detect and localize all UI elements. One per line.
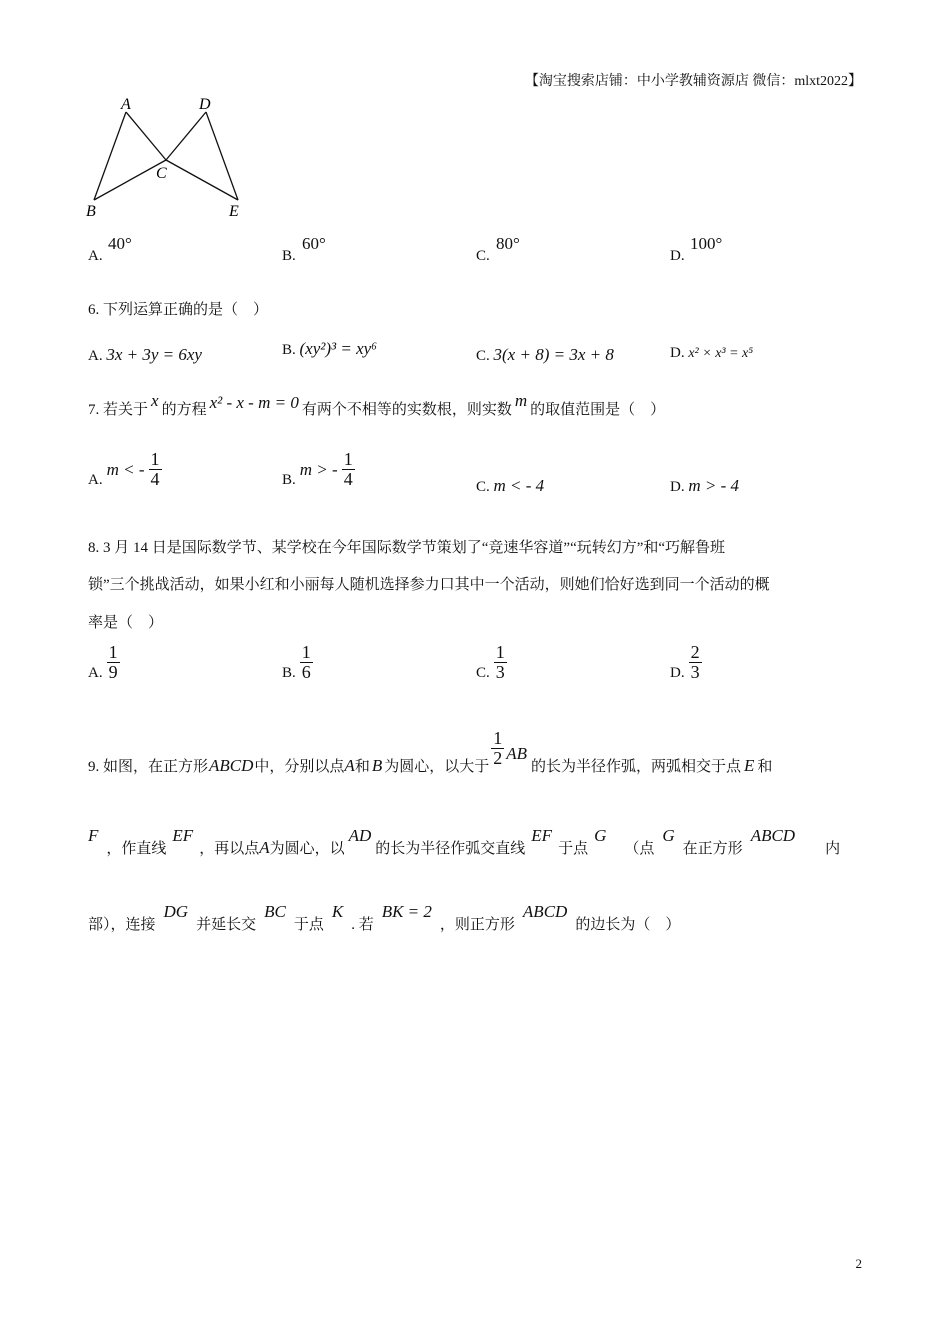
q6-option-a: A. 3x + 3y = 6xy [88,345,202,364]
q9-stem-line-3: 部），连接 DG 并延长交 BC 于点 K . 若 BK = 2 ，则正方形 ABCD 的边长为（ ） [88,902,681,933]
q8-option-d: D. $\frac{2}{3}$ [670,642,700,682]
q7-option-a: A. m < - $\frac{1}{4}$ [88,449,160,489]
q6-option-d: D. x² × x³ = x⁵ [670,345,754,361]
segment-dc [166,112,206,160]
q6-option-d-value: x² × x³ = x⁵ [688,346,754,361]
q5-option-b-value: 60° [302,234,326,253]
q6-option-c-value: 3(x + 8) = 3x + 8 [493,345,614,364]
segment-ce [166,160,238,200]
q5-option-a-value: 40° [108,234,132,253]
point-label-a: A [121,96,131,113]
q7-option-c: C. m < - 4 [476,476,545,495]
page-header: 【淘宝搜索店铺：中小学教辅资源店 微信：mlxt2022】 [524,74,862,89]
q6-stem: 6. 下列运算正确的是（ ） [88,302,269,318]
q6-option-c: C. 3(x + 8) = 3x + 8 [476,345,614,364]
q8-stem-line-3: 率是（ ） [88,615,164,631]
geometry-figure [80,92,260,227]
q8-option-b: B. $\frac{1}{6}$ [282,642,311,682]
q5-option-d: D. [670,248,685,264]
q5-option-a: A. [88,248,103,264]
q6-option-b: B. (xy²)³ = xy⁶ [282,339,378,358]
segment-de [206,112,238,200]
segment-ac [126,112,166,160]
point-label-c: C [156,165,167,182]
q9-stem-line-2: F ，作直线 EF ，再以点 A 为圆心，以 AD 的长为半径作弧交直线 EF 于点 G （点 G 在正方形 ABCD 内 [88,826,841,857]
point-label-d: D [199,96,211,113]
segment-ab [94,112,126,200]
q8-stem-line-2: 锁”三个挑战活动，如果小红和小丽每人随机选择参力口其中一个活动，则她们恰好选到同一个活动的概 [88,577,770,593]
q5-option-d-value: 100° [690,234,723,253]
page-number: 2 [855,1256,862,1271]
q7-option-b: B. m > - $\frac{1}{4}$ [282,449,353,489]
point-label-b: B [86,203,96,220]
q8-stem-line-1: 8. 3 月 14 日是国际数学节、某学校在今年国际数学节策划了“竞速华容道”“玩转幻方”和“巧解鲁班 [88,540,726,556]
q7-option-d: D. m > - 4 [670,476,740,495]
q5-option-c: C. [476,248,490,264]
q8-option-a: A. $\frac{1}{9}$ [88,642,118,682]
q9-stem-line-1: 9. 如图，在正方形 ABCD 中，分别以点 A 和 B 为圆心，以大于 $\frac{1}{2}$ AB 的长为半径作弧，两弧相交于点 E 和 [88,728,773,775]
q6-option-b-value: (xy²)³ = xy⁶ [299,339,378,358]
q5-option-c-value: 80° [496,234,520,253]
q5-option-b: B. [282,248,296,264]
point-label-e: E [229,203,239,220]
q6-option-a-value: 3x + 3y = 6xy [106,345,202,364]
q8-option-c: C. $\frac{1}{3}$ [476,642,505,682]
q7-stem: 7. 若关于 x 的方程 x² - x - m = 0 有两个不相等的实数根，则实数 m 的取值范围是（ ） [88,391,666,418]
